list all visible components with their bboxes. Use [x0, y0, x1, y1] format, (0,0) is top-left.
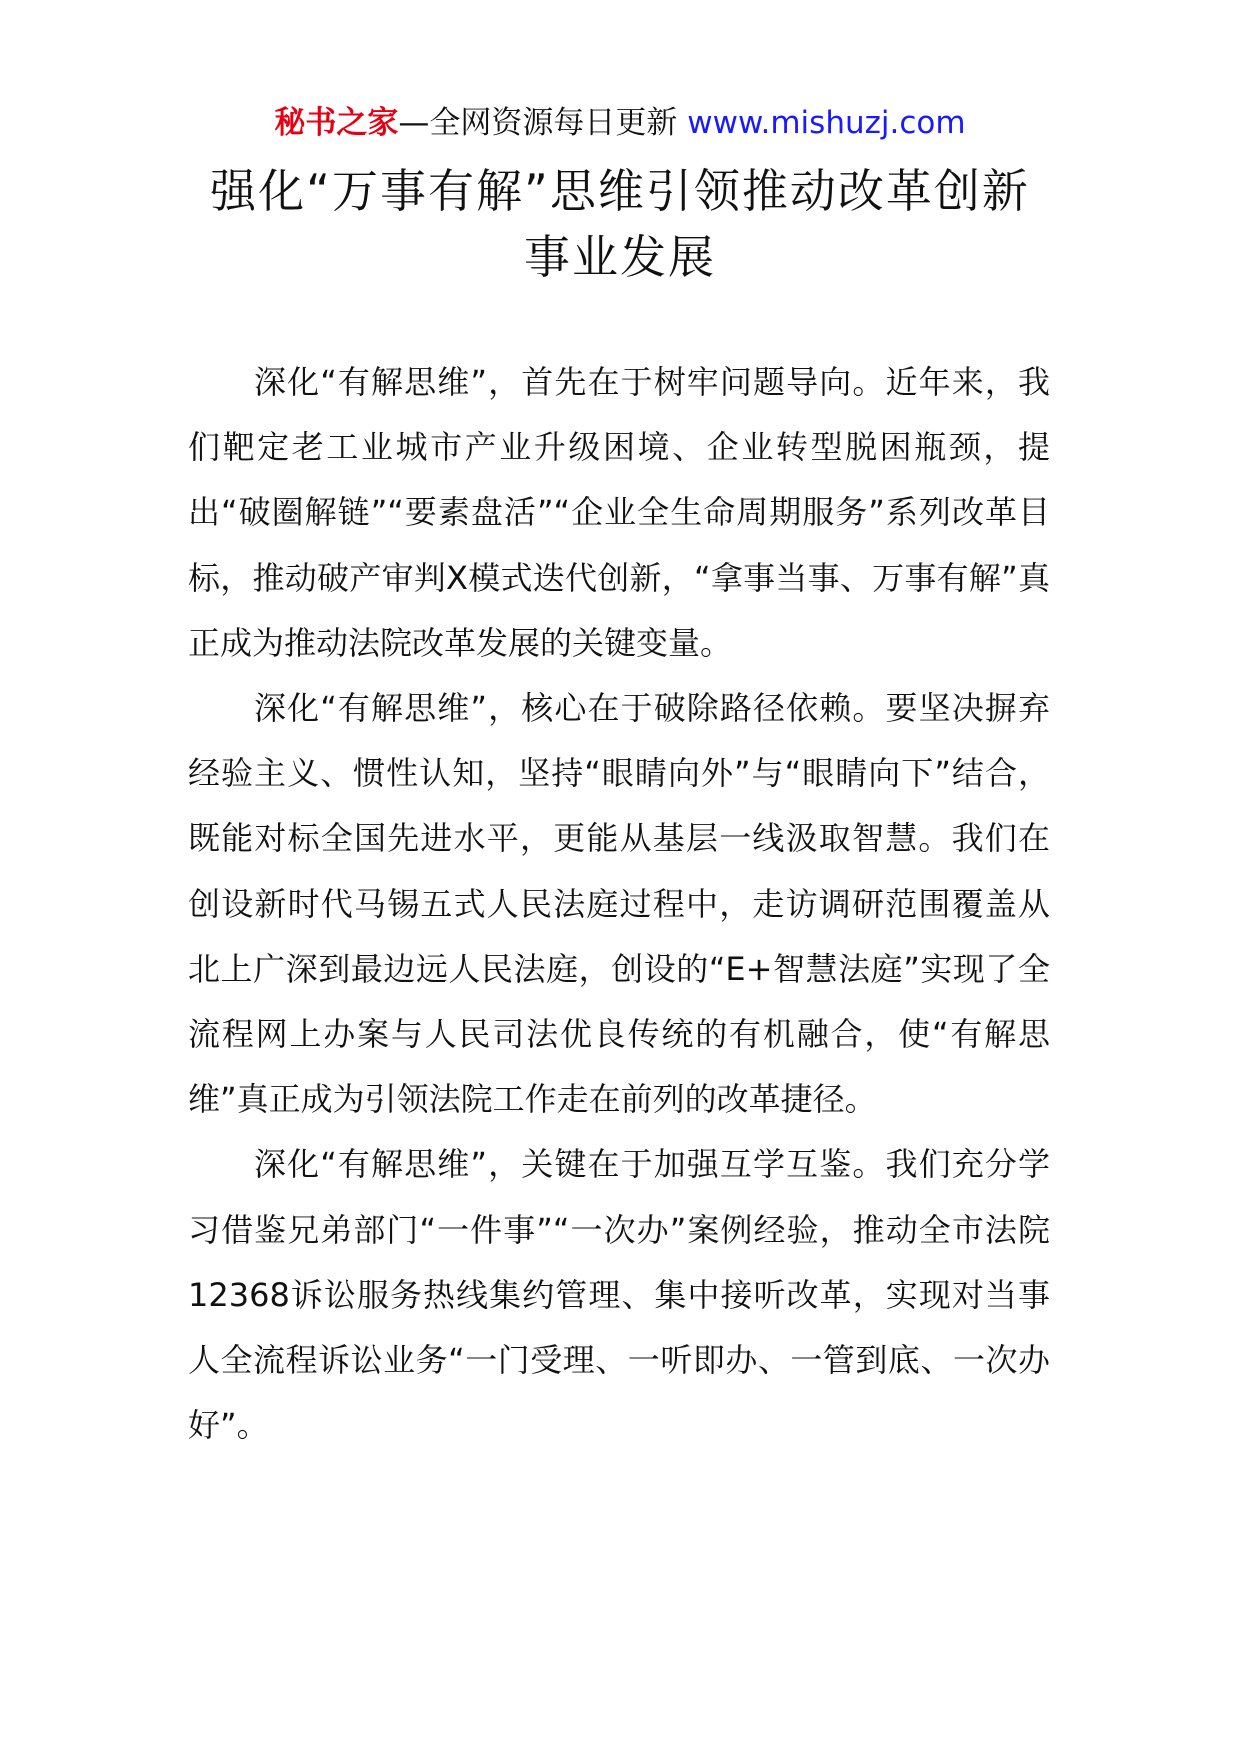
site-url-link[interactable]: www.mishuzj.com — [687, 105, 966, 141]
document-body — [188, 350, 1050, 1458]
title-line-1: 强化“万事有解”思维引领推动改革创新 — [210, 164, 1030, 218]
paragraph-1: 深化“有解思维”，首先在于树牢问题导向。近年来，我们靶定老工业城市产业升级困境、企业转型脱困瓶颈，提出“破圈解链”“要素盘活”“企业全生命周期服务”系列改革目标，推动破产审判X模式迭代创新，“拿事当事、万事有解”真正成为推动法院改革发展的关键变量。 — [188, 363, 1050, 662]
brand-name: 秘书之家 — [274, 105, 399, 141]
title-line-2: 事业发展 — [524, 230, 716, 284]
site-header — [0, 100, 1240, 146]
paragraph-3: 深化“有解思维”，关键在于加强互学互鉴。我们充分学习借鉴兄弟部门“一件事”“一次办”案例经验，推动全市法院12368诉讼服务热线集约管理、集中接听改革，实现对当事人全流程诉讼业务“一门受理、一听即办、一管到底、一次办好”。 — [188, 1145, 1050, 1445]
paragraph-2: 深化“有解思维”，核心在于破除路径依赖。要坚决摒弃经验主义、惯性认知，坚持“眼睛向外”与“眼睛向下”结合，既能对标全国先进水平，更能从基层一线汲取智慧。我们在创设新时代马锡五式人民法庭过程中，走访调研范围覆盖从北上广深到最边远人民法庭，创设的“E+智慧法庭”实现了全流程网上办案与人民司法优良传统的有机融合，使“有解思维”真正成为引领法院工作走在前列的改革捷径。 — [188, 689, 1050, 1119]
document-title — [170, 158, 1070, 290]
header-tagline: —全网资源每日更新 — [398, 105, 688, 141]
